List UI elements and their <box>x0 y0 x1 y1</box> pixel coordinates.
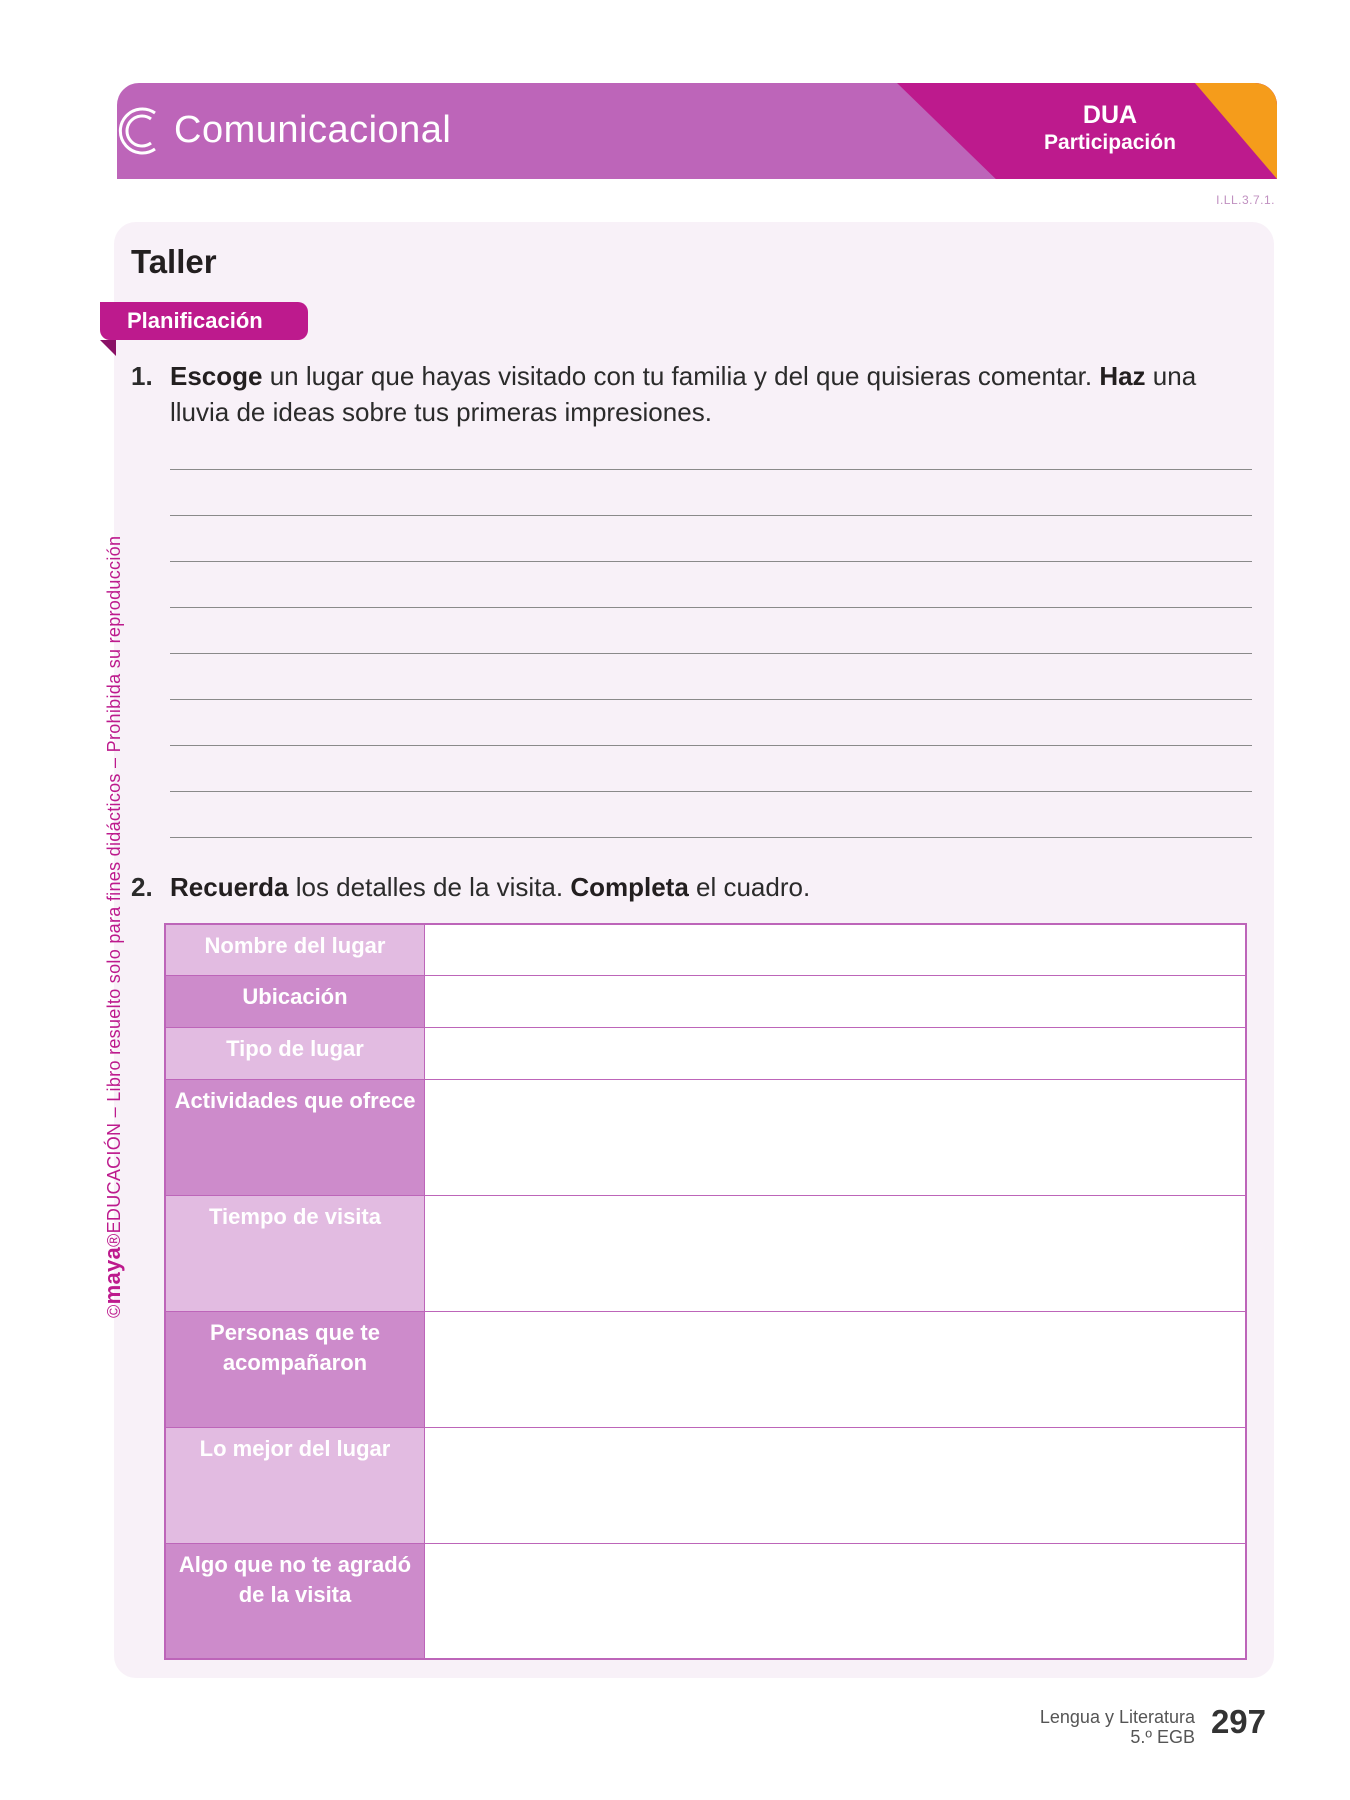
question-verb: Escoge <box>170 361 263 391</box>
comunicacional-c-icon <box>117 99 161 163</box>
table-row <box>165 1027 1246 1079</box>
table-row <box>165 1195 1246 1311</box>
row-answer-cell[interactable] <box>425 1027 1247 1079</box>
question-number: 2. <box>131 872 153 902</box>
row-answer-cell[interactable] <box>425 1079 1247 1195</box>
writing-lines <box>170 469 1252 883</box>
footer-subject <box>1040 1707 1195 1747</box>
dua-title: DUA <box>1082 101 1138 129</box>
writing-line[interactable] <box>170 791 1252 792</box>
section-header <box>117 83 1277 179</box>
registered-mark: ® <box>104 1233 124 1247</box>
subject-name: Lengua y Literatura <box>1039 1707 1195 1727</box>
row-label: Lo mejor del lugar <box>165 1427 425 1543</box>
planning-tag: Planificación <box>100 302 308 340</box>
row-label: Personas que te acompañaron <box>165 1311 425 1427</box>
writing-line[interactable] <box>170 837 1252 838</box>
writing-line[interactable] <box>170 699 1252 700</box>
row-answer-cell[interactable] <box>425 1543 1247 1659</box>
writing-line[interactable] <box>170 469 1252 470</box>
writing-line[interactable] <box>170 607 1252 608</box>
table-row <box>165 1079 1246 1195</box>
question-number: 1. <box>131 361 153 391</box>
writing-line[interactable] <box>170 515 1252 516</box>
question-2 <box>131 869 1240 905</box>
row-label: Tiempo de visita <box>165 1195 425 1311</box>
table-row <box>165 1427 1246 1543</box>
page-number: 297 <box>1210 1703 1266 1740</box>
workshop-title: Taller <box>131 243 217 280</box>
row-label: Ubicación <box>165 975 425 1027</box>
row-label: Tipo de lugar <box>165 1027 425 1079</box>
writing-line[interactable] <box>170 561 1252 562</box>
table-row <box>165 924 1246 975</box>
copyright-sidebar <box>100 498 126 1318</box>
section-title: Comunicacional <box>174 109 452 151</box>
question-text: el cuadro. <box>688 872 811 902</box>
row-answer-cell[interactable] <box>425 1311 1247 1427</box>
writing-line[interactable] <box>170 745 1252 746</box>
brand-name: maya <box>100 1246 125 1305</box>
question-verb: Recuerda <box>170 872 289 902</box>
indicator-code: I.LL.3.7.1. <box>1216 193 1275 207</box>
table-row <box>165 975 1246 1027</box>
row-answer-cell[interactable] <box>425 1195 1247 1311</box>
dua-badge <box>1035 101 1185 157</box>
copyright-symbol: © <box>104 1304 124 1318</box>
question-verb: Completa <box>570 872 689 902</box>
question-text: un lugar que hayas visitado con tu familia y del que quisieras comentar. <box>262 361 1100 391</box>
question-text: los detalles de la visita. <box>288 872 571 902</box>
question-1 <box>131 358 1240 430</box>
row-label: Algo que no te agradó de la visita <box>165 1543 425 1659</box>
copyright-text: EDUCACIÓN – Libro resuelto solo para fines didácticos – Prohibida su reproducción <box>104 535 124 1234</box>
row-answer-cell[interactable] <box>425 1427 1247 1543</box>
dua-subtitle: Participación <box>1044 131 1176 154</box>
writing-line[interactable] <box>170 653 1252 654</box>
visit-details-table <box>164 923 1247 1660</box>
question-text: una lluvia de ideas sobre tus primeras impresiones. <box>170 361 1197 427</box>
row-label: Nombre del lugar <box>165 924 425 975</box>
row-answer-cell[interactable] <box>425 924 1247 975</box>
table-row <box>165 1311 1246 1427</box>
table-row <box>165 1543 1246 1659</box>
row-label: Actividades que ofrece <box>165 1079 425 1195</box>
question-verb: Haz <box>1099 361 1146 391</box>
grade-label: 5.º EGB <box>1130 1727 1195 1747</box>
row-answer-cell[interactable] <box>425 975 1247 1027</box>
